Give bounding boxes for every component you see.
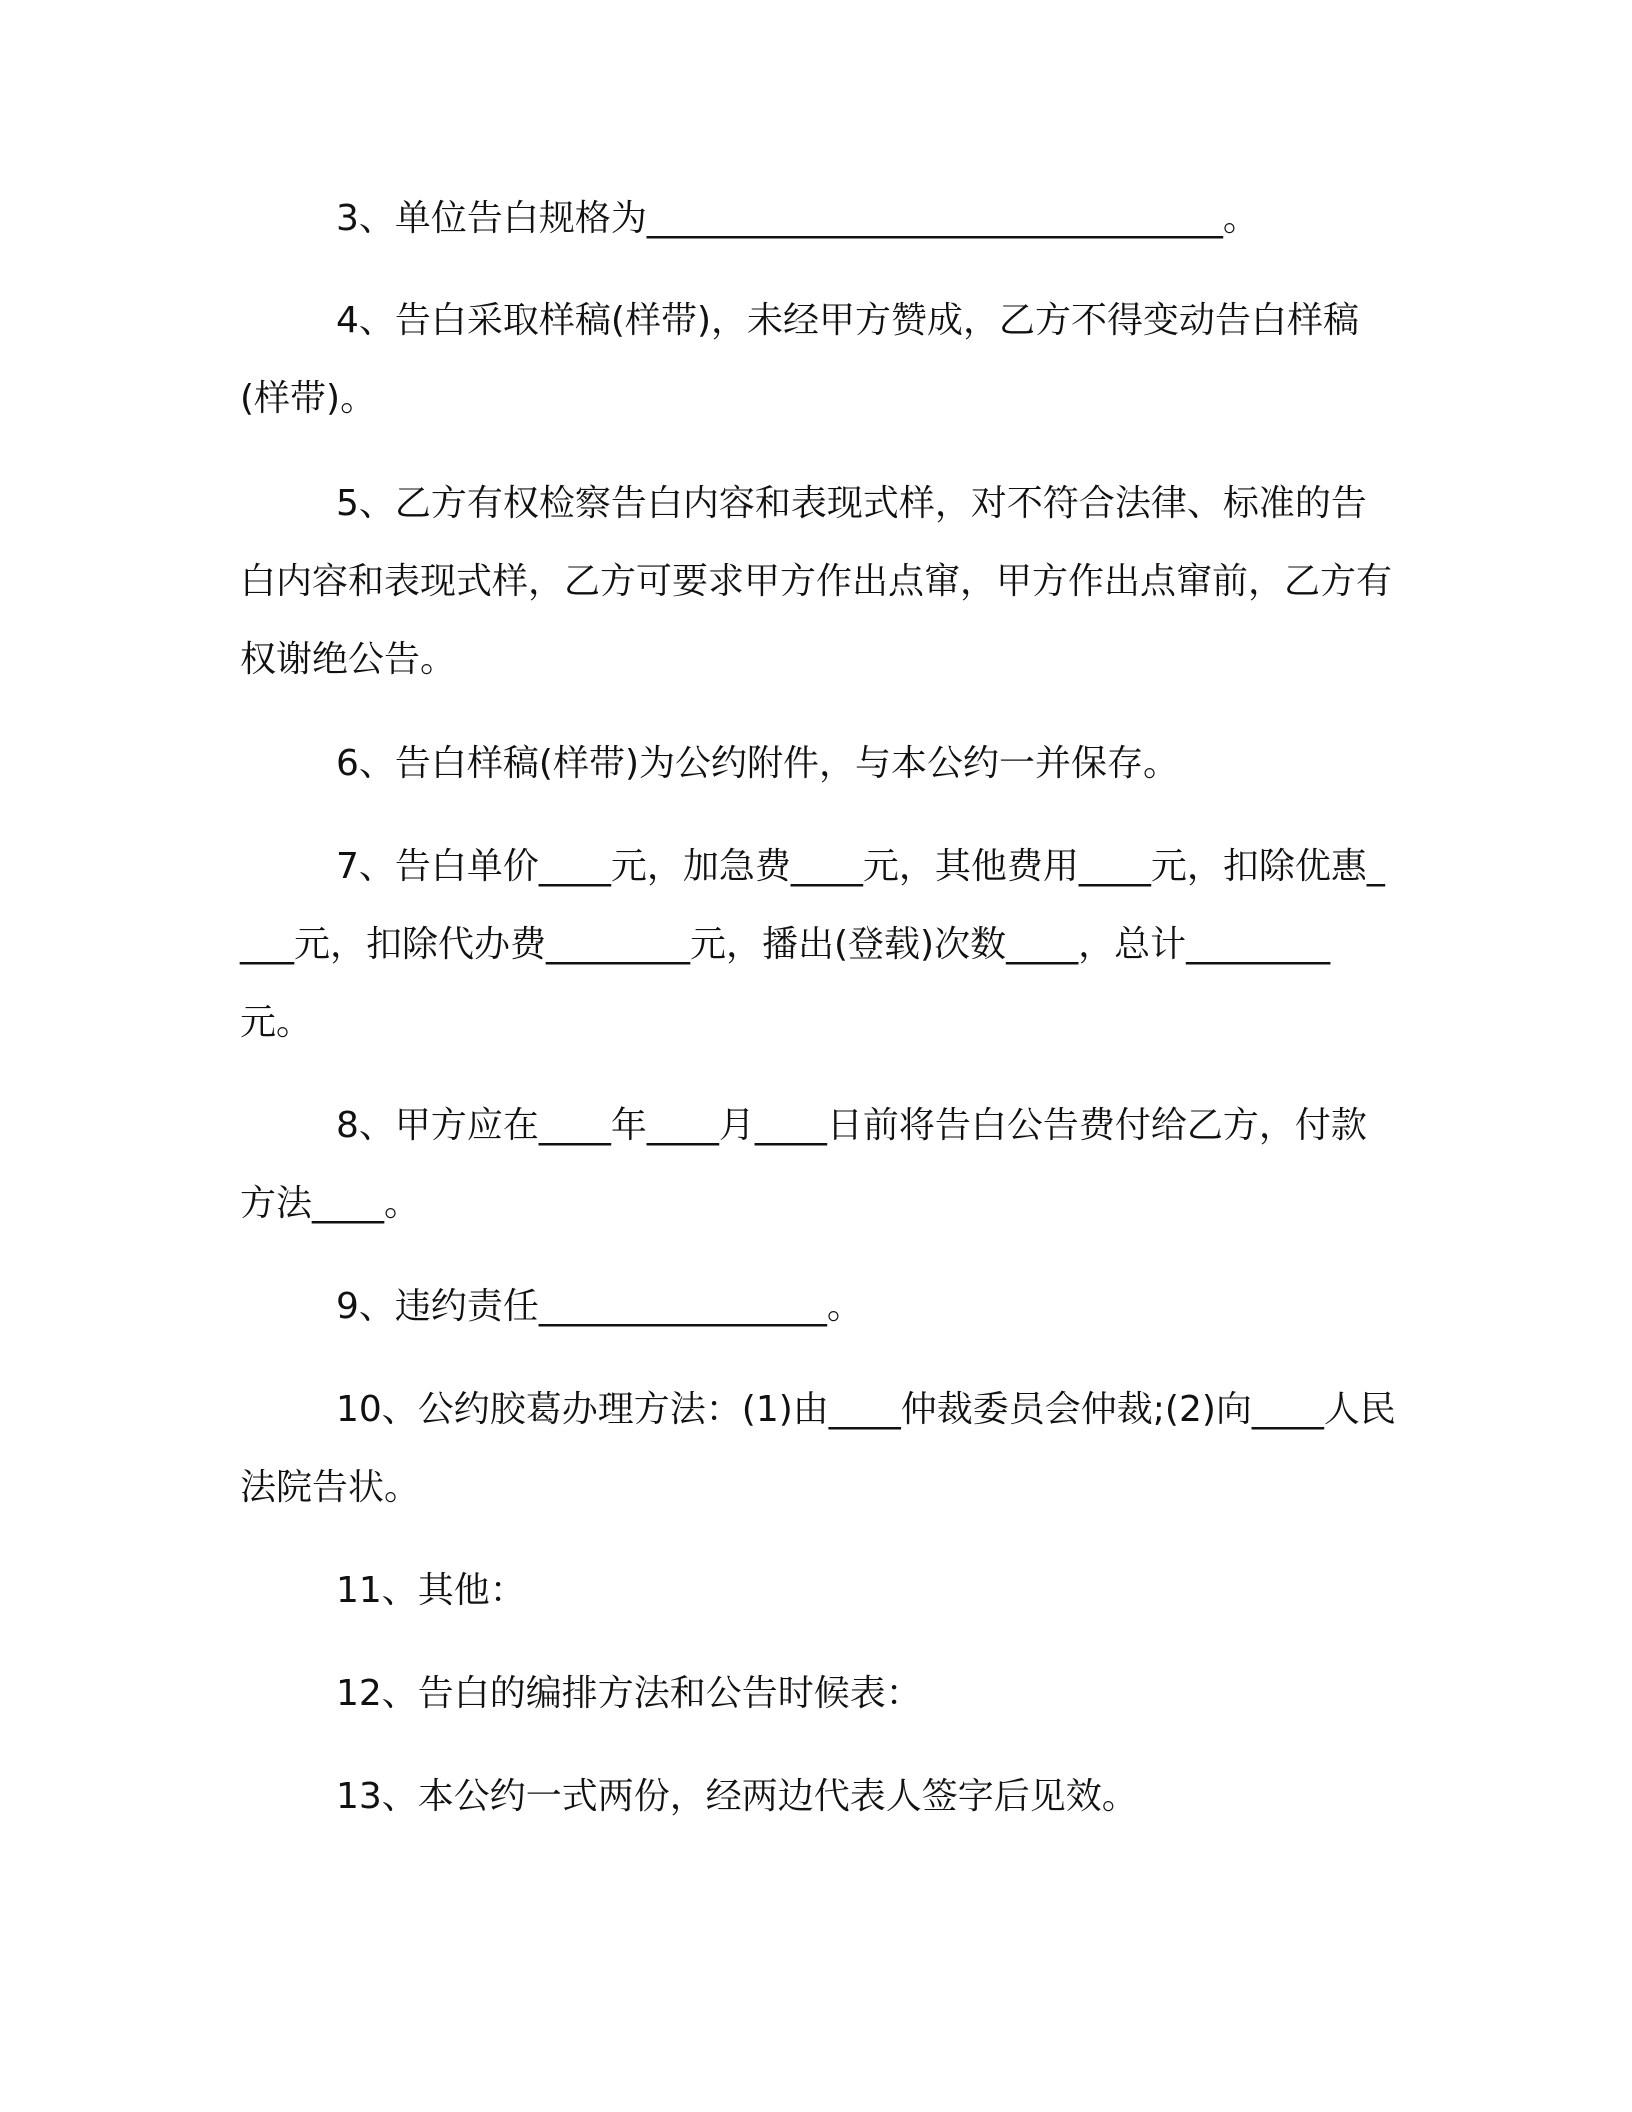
clause-8-text: 8、甲方应在____年____月____日前将告白公告费付给乙方，付款方法____。 (240, 1105, 1367, 1224)
clause-7 (240, 828, 1400, 1062)
clause-5 (240, 465, 1400, 699)
clause-6 (240, 725, 1400, 803)
clause-3-text: 3、单位告白规格为________________________________。 (336, 198, 1259, 239)
clause-12 (240, 1655, 1400, 1733)
clause-4 (240, 282, 1400, 438)
clause-8 (240, 1087, 1400, 1243)
clause-6-text: 6、告白样稿(样带)为公约附件，与本公约一并保存。 (336, 743, 1179, 784)
clause-9 (240, 1268, 1400, 1346)
clause-3 (240, 180, 1400, 258)
clause-5-text: 5、乙方有权检察告白内容和表现式样，对不符合法律、标准的告白内容和表现式样，乙方可要求甲方作出点窜，甲方作出点窜前，乙方有权谢绝公告。 (240, 483, 1393, 680)
clause-13-text: 13、本公约一式两份，经两边代表人签字后见效。 (336, 1776, 1138, 1817)
clause-4-text: 4、告白采取样稿(样带)，未经甲方赞成，乙方不得变动告白样稿(样带)。 (240, 300, 1359, 419)
clause-10 (240, 1371, 1400, 1527)
clause-11 (240, 1552, 1400, 1630)
clause-10-text: 10、公约胶葛办理方法：(1)由____仲裁委员会仲裁;(2)向____人民法院告状。 (240, 1389, 1396, 1508)
clause-11-text: 11、其他： (336, 1570, 526, 1611)
clause-9-text: 9、违约责任________________。 (336, 1286, 863, 1327)
clause-13 (240, 1758, 1400, 1836)
clause-12-text: 12、告白的编排方法和公告时候表： (336, 1673, 922, 1714)
clause-7-text: 7、告白单价____元，加急费____元，其他费用____元，扣除优惠____元，扣除代办费________元，播出(登载)次数____，总计________元。 (240, 846, 1385, 1043)
